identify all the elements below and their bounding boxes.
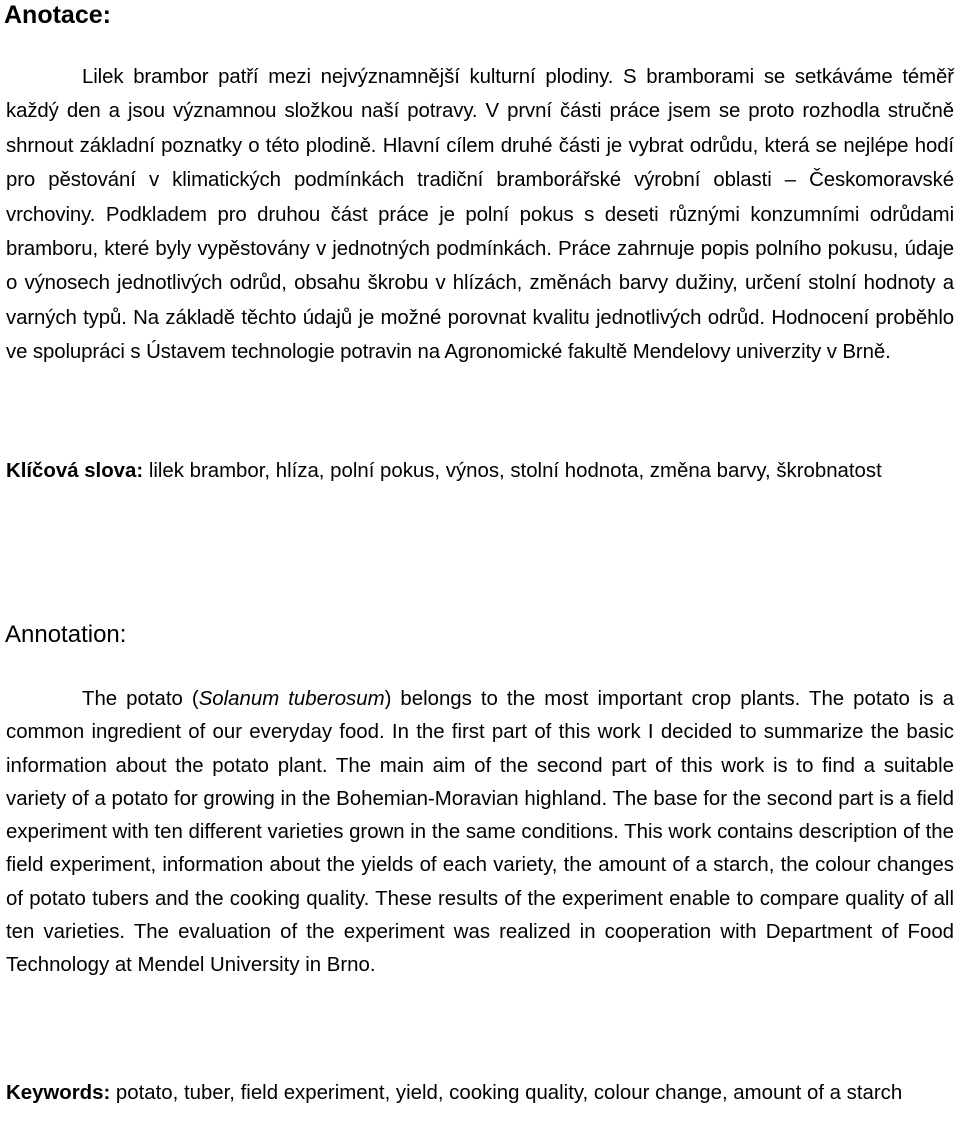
czech-abstract-heading: Anotace: [4, 1, 111, 29]
species-name: Solanum tuberosum [198, 688, 385, 710]
english-abstract-text-rest: ) belongs to the most important crop plants. The potato is a common ingredient of our everyday food. In the first part of this work I decided to summarize the basic information about the potato plant. The main aim of the second part of this work is to find a suitable variety of a potato for growing in the Bohemian-Moravian highland. The base for the second part is a field experiment with ten different varieties grown in the same conditions. This work contains description of the field experiment, information about the yields of each variety, the amount of a starch, the colour changes of potato tubers and the cooking quality. These results of the experiment enable to compare quality of all ten varieties. The evaluation of the experiment was realized in cooperation with Department of Food Technology at Mendel University in Brno. [6, 688, 954, 977]
czech-keywords-text: lilek brambor, hlíza, polní pokus, výnos, stolní hodnota, změna barvy, škrobnatost [148, 460, 882, 482]
czech-keywords [6, 454, 954, 489]
czech-abstract-paragraph [6, 60, 954, 370]
english-keywords [6, 1077, 954, 1110]
czech-keywords-label: Klíčová slova: [6, 460, 144, 482]
english-keywords-text: potato, tuber, field experiment, yield, cooking quality, colour change, amount of a starch [115, 1082, 903, 1104]
english-abstract-text-start: The potato ( [82, 688, 199, 710]
english-keywords-label: Keywords: [6, 1082, 111, 1104]
english-abstract-heading: Annotation: [5, 621, 127, 648]
english-abstract-paragraph [6, 683, 954, 983]
czech-abstract-text: Lilek brambor patří mezi nejvýznamnější kulturní plodiny. S bramborami se setkáváme téměř každý den a jsou významnou složkou naší potravy. V první části práce jsem se proto rozhodla stručně shrnout základní poznatky o této plodině. Hlavní cílem druhé části je vybrat odrůdu, která se nejlépe hodí pro pěstování v klimatických podmínkách tradiční bramborářské výrobní oblasti – Českomoravské vrchoviny. Podkladem pro druhou část práce je polní pokus s deseti různými konzumními odrůdami bramboru, které byly vypěstovány v jednotných podmínkách. Práce zahrnuje popis polního pokusu, údaje o výnosech jednotlivých odrůd, obsahu škrobu v hlízách, změnách barvy dužiny, určení stolní hodnoty a varných typů. Na základě těchto údajů je možné porovnat kvalitu jednotlivých odrůd. Hodnocení proběhlo ve spolupráci s Ústavem technologie potravin na Agronomické fakultě Mendelovy univerzity v Brně. [6, 66, 954, 364]
